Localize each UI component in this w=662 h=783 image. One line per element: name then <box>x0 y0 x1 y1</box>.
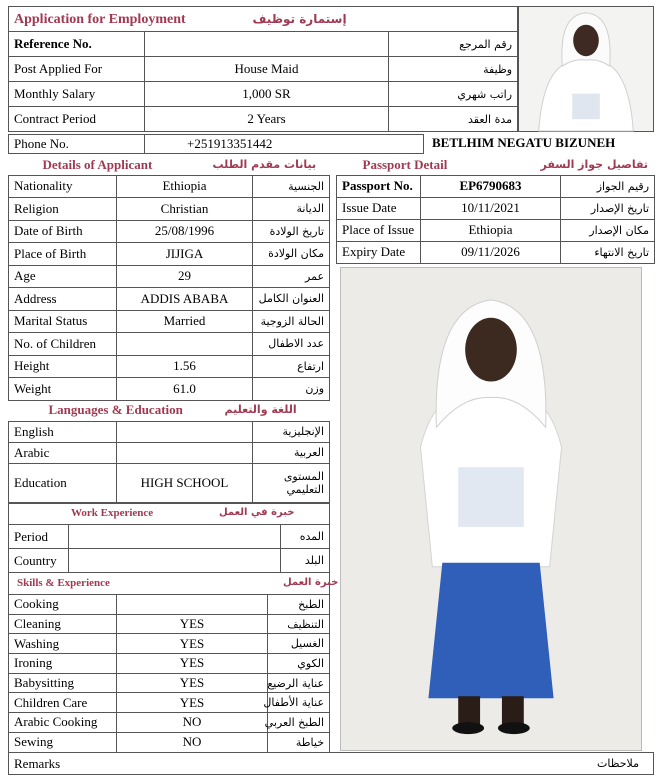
passport-table <box>336 155 655 264</box>
skills-field-label-arabic: الغسيل <box>268 634 330 654</box>
applicant-row <box>9 198 330 221</box>
education-label: Education <box>9 463 117 502</box>
applicant-field-label: Address <box>9 288 117 311</box>
skills-field-value: YES <box>117 614 268 634</box>
period-value <box>69 525 281 549</box>
applicant-field-label-arabic: مكان الولادة <box>253 243 330 266</box>
applicant-row <box>9 288 330 311</box>
passport-row <box>337 175 655 197</box>
skills-field-label: Washing <box>9 634 117 654</box>
passport-no-label-arabic: رقيم الجواز <box>561 175 655 197</box>
applicant-rows <box>9 175 330 400</box>
reference-label: Reference No. <box>9 32 145 57</box>
applicant-field-value: 1.56 <box>117 355 253 378</box>
salary-row <box>9 82 518 107</box>
applicant-field-value: ADDIS ABABA <box>117 288 253 311</box>
applicant-field-value: 29 <box>117 265 253 288</box>
skills-rows <box>9 595 330 753</box>
applicant-field-label: Weight <box>9 378 117 401</box>
issue-date-label: Issue Date <box>337 197 421 219</box>
passport-no-label: Passport No. <box>337 175 421 197</box>
applicant-full-body-photo <box>340 267 642 751</box>
applicant-row <box>9 378 330 401</box>
skills-field-label: Sewing <box>9 732 117 752</box>
applicant-field-label-arabic: عدد الاطفال <box>253 333 330 356</box>
languages-table <box>8 400 330 503</box>
post-value: House Maid <box>145 57 389 82</box>
post-row <box>9 57 518 82</box>
applicant-row <box>9 355 330 378</box>
skills-field-label-arabic: الطبخ العربي <box>268 713 330 733</box>
contract-label: Contract Period <box>9 107 145 132</box>
work-row <box>9 549 330 573</box>
contract-label-arabic: مدة العقد <box>389 107 518 132</box>
top-info-table <box>8 6 518 132</box>
language-row <box>9 421 330 442</box>
place-of-issue-label-arabic: مكان الإصدار <box>561 219 655 241</box>
expiry-date-label-arabic: تاريخ الانتهاء <box>561 241 655 263</box>
applicant-field-label: Age <box>9 265 117 288</box>
applicant-field-label-arabic: الديانة <box>253 198 330 221</box>
skills-field-label-arabic: الكوي <box>268 654 330 674</box>
arabic-value <box>117 442 253 463</box>
contract-row <box>9 107 518 132</box>
remarks-table <box>8 752 654 775</box>
skills-table <box>8 572 339 753</box>
applicant-field-label: Nationality <box>9 175 117 198</box>
reference-row <box>9 32 518 57</box>
applicant-row <box>9 243 330 266</box>
skills-row <box>9 732 330 752</box>
skills-row <box>9 673 330 693</box>
skills-field-label: Cleaning <box>9 614 117 634</box>
skills-field-value: YES <box>117 693 268 713</box>
skills-field-value <box>117 595 268 615</box>
skills-field-value: YES <box>117 634 268 654</box>
skills-row <box>9 693 330 713</box>
reference-value <box>145 32 389 57</box>
expiry-date-value: 09/11/2026 <box>421 241 561 263</box>
skills-field-label: Cooking <box>9 595 117 615</box>
skills-row <box>9 595 330 615</box>
candidate-name: BETLHIM NEGATU BIZUNEH <box>432 135 616 150</box>
applicant-portrait-photo <box>518 6 654 132</box>
skills-field-label: Babysitting <box>9 673 117 693</box>
applicant-field-value: JIJIGA <box>117 243 253 266</box>
phone-label: Phone No. <box>9 135 145 154</box>
place-of-issue-value: Ethiopia <box>421 219 561 241</box>
skills-field-label-arabic: التنظيف <box>268 614 330 634</box>
work-row <box>9 525 330 549</box>
work-section-title: Work Experience <box>71 507 154 519</box>
post-label-arabic: وظيفة <box>389 57 518 82</box>
english-label-arabic: الإنجليزية <box>253 421 330 442</box>
reference-label-arabic: رقم المرجع <box>389 32 518 57</box>
skills-field-value: NO <box>117 732 268 752</box>
arabic-label-arabic: العربية <box>253 442 330 463</box>
skills-field-value: YES <box>117 654 268 674</box>
contract-value: 2 Years <box>145 107 389 132</box>
phone-value: +251913351442 <box>145 135 424 154</box>
applicant-row <box>9 310 330 333</box>
education-value: HIGH SCHOOL <box>117 463 253 502</box>
skills-row <box>9 634 330 654</box>
passport-row <box>337 219 655 241</box>
issue-date-value: 10/11/2021 <box>421 197 561 219</box>
applicant-row <box>9 333 330 356</box>
applicant-field-value: Christian <box>117 198 253 221</box>
arabic-label: Arabic <box>9 442 117 463</box>
salary-label: Monthly Salary <box>9 82 145 107</box>
skills-section-title: Skills & Experience <box>17 577 110 589</box>
passport-row <box>337 197 655 219</box>
passport-section-title: Passport Detail <box>362 157 448 172</box>
skills-field-label-arabic: عناية الرضيع <box>268 673 330 693</box>
applicant-field-label-arabic: ارتفاع <box>253 355 330 378</box>
skills-row <box>9 614 330 634</box>
applicant-field-label: Height <box>9 355 117 378</box>
skills-row <box>9 713 330 733</box>
languages-section-title: Languages & Education <box>48 402 183 417</box>
skills-field-label: Children Care <box>9 693 117 713</box>
applicant-field-label: Religion <box>9 198 117 221</box>
education-label-arabic: المستوى التعليمي <box>253 463 330 502</box>
applicant-field-value <box>117 333 253 356</box>
passport-no-value: EP6790683 <box>421 175 561 197</box>
remarks-label: Remarks <box>14 755 61 771</box>
form-title-arabic: إستمارة توظيف <box>252 11 347 26</box>
remarks-label-arabic: ملاحظات <box>597 757 639 770</box>
languages-section-title-arabic: اللغة والتعليم <box>224 403 297 416</box>
skills-row <box>9 654 330 674</box>
skills-field-label: Arabic Cooking <box>9 713 117 733</box>
passport-row <box>337 241 655 263</box>
passport-section-title-arabic: تفاصيل جواز السفر <box>540 158 649 171</box>
applicant-field-label-arabic: الحالة الزوجية <box>253 310 330 333</box>
expiry-date-label: Expiry Date <box>337 241 421 263</box>
applicant-field-label: Date of Birth <box>9 220 117 243</box>
salary-label-arabic: راتب شهري <box>389 82 518 107</box>
work-section-title-arabic: خبرة في العمل <box>219 507 295 518</box>
period-label: Period <box>9 525 69 549</box>
applicant-field-label-arabic: تاريخ الولادة <box>253 220 330 243</box>
applicant-field-label: Place of Birth <box>9 243 117 266</box>
skills-field-value: YES <box>117 673 268 693</box>
skills-field-value: NO <box>117 713 268 733</box>
work-experience-table <box>8 503 330 573</box>
form-title: Application for Employment <box>14 11 186 27</box>
skills-field-label-arabic: الطبخ <box>268 595 330 615</box>
language-row <box>9 442 330 463</box>
post-label: Post Applied For <box>9 57 145 82</box>
skills-field-label-arabic: عناية الأطفال <box>268 693 330 713</box>
english-label: English <box>9 421 117 442</box>
salary-value: 1,000 SR <box>145 82 389 107</box>
applicant-row <box>9 175 330 198</box>
applicant-field-label-arabic: وزن <box>253 378 330 401</box>
skills-section-title-arabic: خبرة العمل <box>283 577 339 588</box>
applicant-field-label-arabic: الجنسية <box>253 175 330 198</box>
applicant-section-title: Details of Applicant <box>42 157 153 172</box>
applicant-field-label: Marital Status <box>9 310 117 333</box>
education-row <box>9 463 330 502</box>
phone-table <box>8 134 424 154</box>
applicant-row <box>9 220 330 243</box>
country-label: Country <box>9 549 69 573</box>
applicant-field-value: 61.0 <box>117 378 253 401</box>
skills-field-label: Ironing <box>9 654 117 674</box>
applicant-field-label: No. of Children <box>9 333 117 356</box>
applicant-field-value: Ethiopia <box>117 175 253 198</box>
country-label-arabic: البلد <box>281 549 330 573</box>
english-value <box>117 421 253 442</box>
applicant-field-value: Married <box>117 310 253 333</box>
applicant-section-title-arabic: بيانات مقدم الطلب <box>212 158 317 171</box>
applicant-field-label-arabic: عمر <box>253 265 330 288</box>
issue-date-label-arabic: تاريخ الإصدار <box>561 197 655 219</box>
period-label-arabic: المده <box>281 525 330 549</box>
skills-field-label-arabic: خياطة <box>268 732 330 752</box>
applicant-row <box>9 265 330 288</box>
applicant-details-table <box>8 155 330 401</box>
country-value <box>69 549 281 573</box>
applicant-field-label-arabic: العنوان الكامل <box>253 288 330 311</box>
applicant-field-value: 25/08/1996 <box>117 220 253 243</box>
place-of-issue-label: Place of Issue <box>337 219 421 241</box>
